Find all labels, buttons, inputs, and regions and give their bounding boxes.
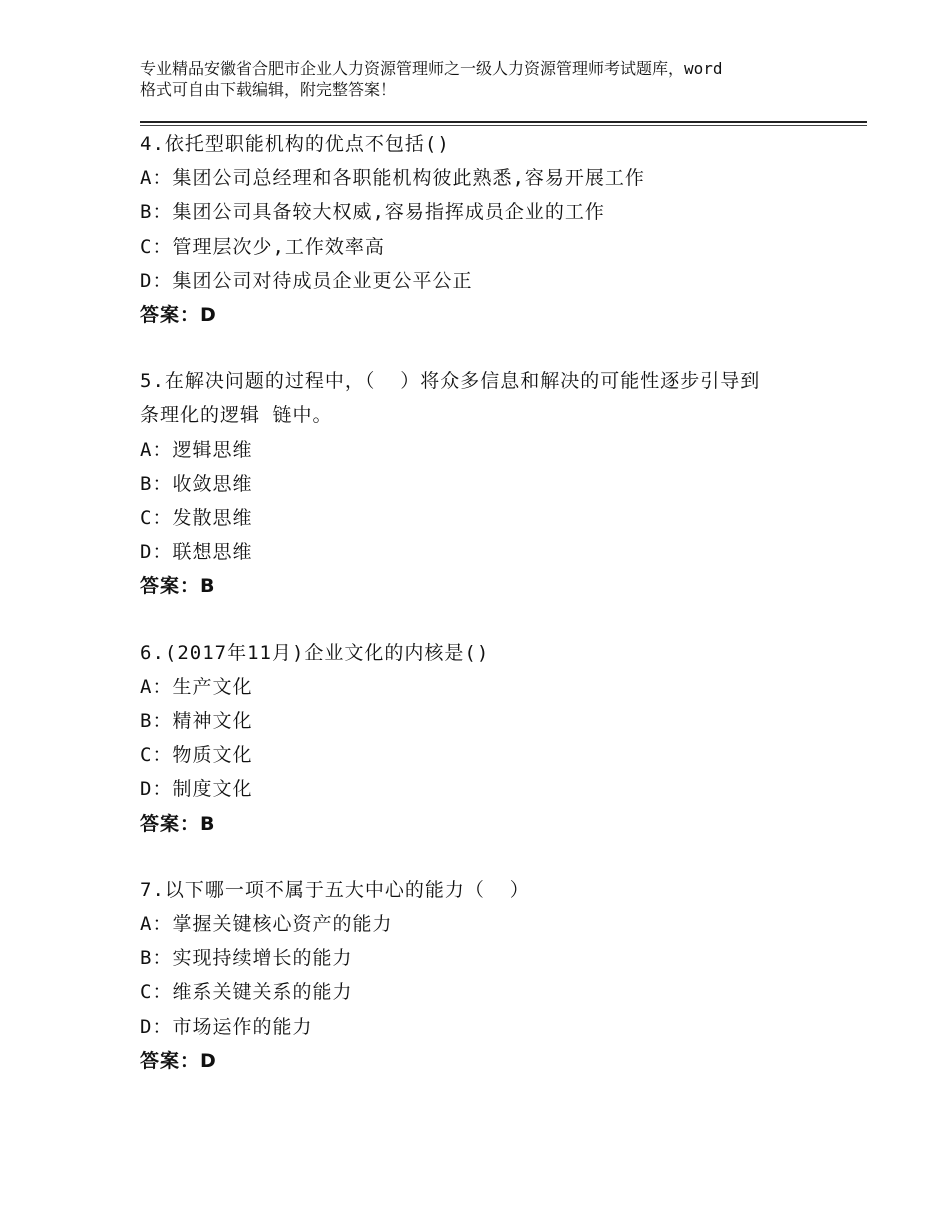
option-c: C：物质文化 xyxy=(140,744,253,767)
header-line-2: 格式可自由下载编辑，附完整答案！ xyxy=(140,80,397,99)
question-6 xyxy=(140,636,840,841)
answer-label: 答案：D xyxy=(140,304,217,327)
question-4 xyxy=(140,127,840,332)
header-line-1: 专业精品安徽省合肥市企业人力资源管理师之一级人力资源管理师考试题库，word xyxy=(140,59,723,78)
question-list xyxy=(140,127,840,1078)
answer-label: 答案：B xyxy=(140,812,216,835)
option-a: A：生产文化 xyxy=(140,675,253,698)
question-stem: 4.依托型职能机构的优点不包括() xyxy=(140,133,450,155)
option-b: B：收敛思维 xyxy=(140,472,253,495)
option-d: D：联想思维 xyxy=(140,541,253,564)
option-b: B：精神文化 xyxy=(140,710,253,733)
option-a: A：集团公司总经理和各职能机构彼此熟悉,容易开展工作 xyxy=(140,167,645,190)
answer-label: 答案：D xyxy=(140,1049,217,1072)
question-stem: 5.在解决问题的过程中，（ ）将众多信息和解决的可能性逐步引导到 xyxy=(140,370,761,393)
option-d: D：市场运作的能力 xyxy=(140,1015,313,1038)
option-b: B：集团公司具备较大权威,容易指挥成员企业的工作 xyxy=(140,201,605,224)
question-7 xyxy=(140,873,840,1078)
document-header xyxy=(140,58,840,100)
option-c: C：维系关键关系的能力 xyxy=(140,981,353,1004)
option-a: A：逻辑思维 xyxy=(140,438,253,461)
question-stem-continued: 条理化的逻辑 链中。 xyxy=(140,404,333,427)
question-stem: 7.以下哪一项不属于五大中心的能力（ ） xyxy=(140,878,530,901)
option-a: A：掌握关键核心资产的能力 xyxy=(140,913,393,936)
option-c: C：发散思维 xyxy=(140,507,253,530)
question-5 xyxy=(140,364,840,603)
header-divider xyxy=(140,121,867,126)
option-d: D：制度文化 xyxy=(140,778,253,801)
option-c: C：管理层次少,工作效率高 xyxy=(140,235,385,258)
option-d: D：集团公司对待成员企业更公平公正 xyxy=(140,269,473,292)
option-b: B：实现持续增长的能力 xyxy=(140,947,353,970)
answer-label: 答案：B xyxy=(140,575,216,598)
question-stem: 6.(2017年11月)企业文化的内核是() xyxy=(140,641,490,664)
